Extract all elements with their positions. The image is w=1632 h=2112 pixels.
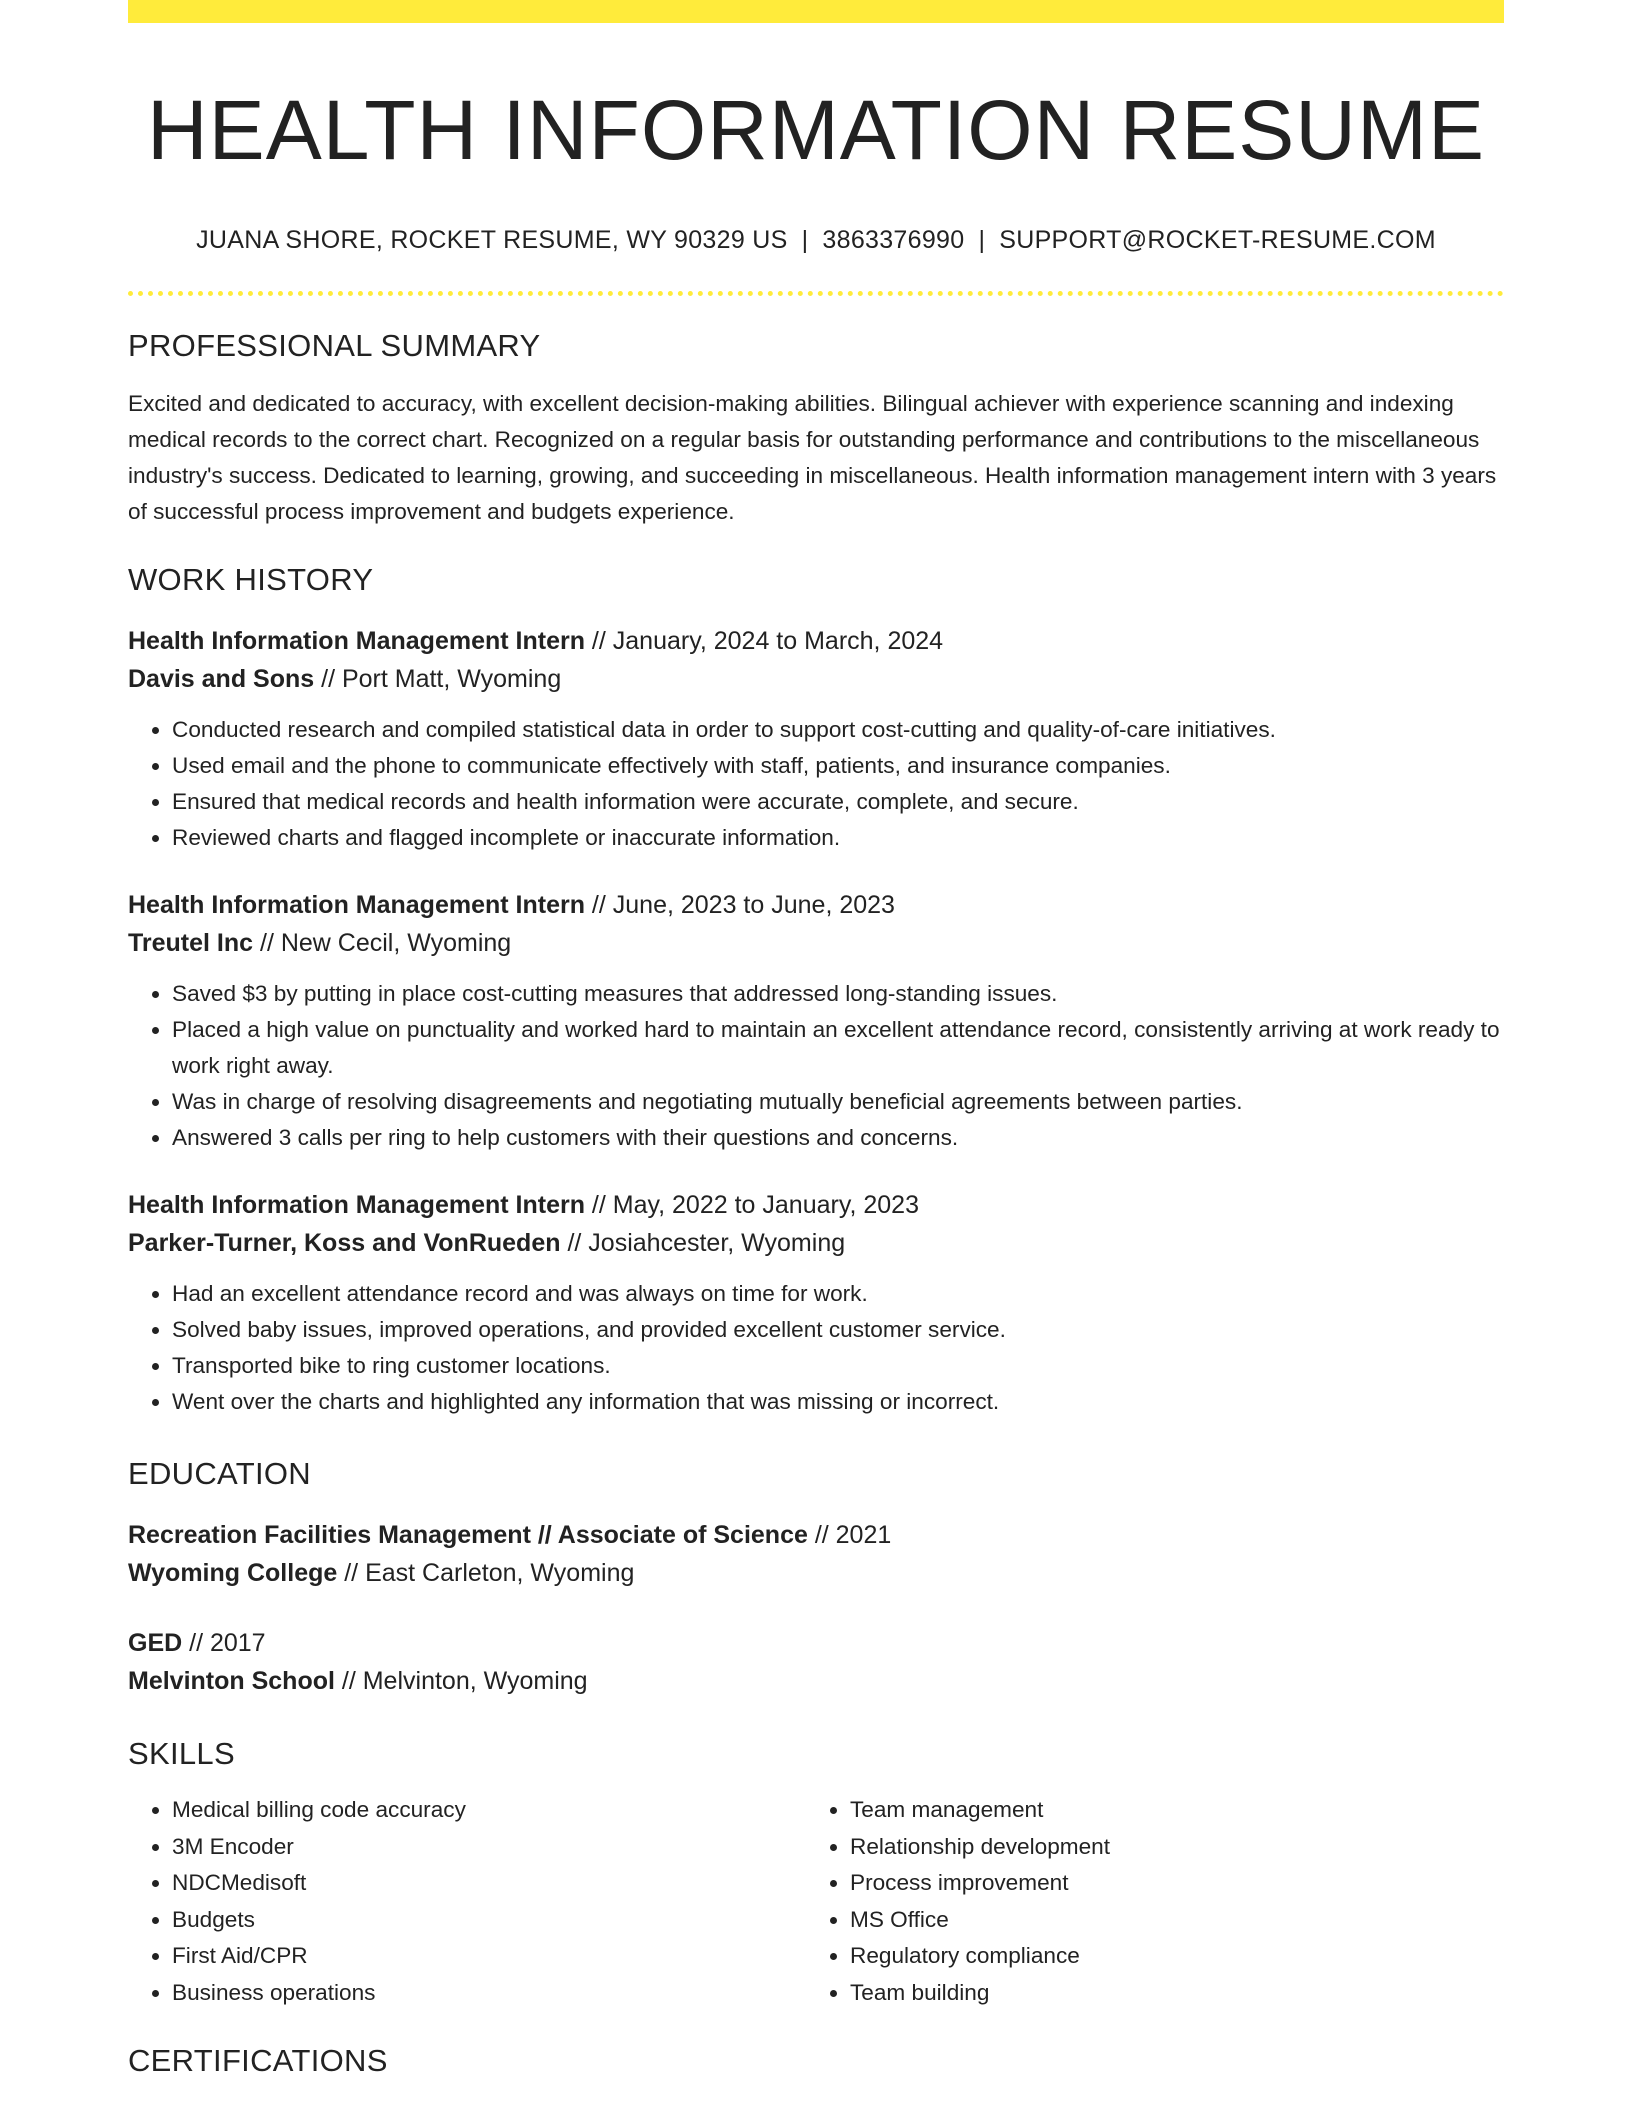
list-item: • Placed a high value on punctuality and worked hard to maintain an excellent attendance record, consistently arriving at work ready to work right away. — [172, 1012, 1504, 1084]
summary-heading: PROFESSIONAL SUMMARY — [128, 328, 541, 363]
job-title-line — [128, 1186, 1504, 1224]
list-item: • 3M Encoder — [172, 1829, 806, 1866]
list-item: • Conducted research and compiled statistical data in order to support cost-cutting and quality-of-care initiatives. — [172, 712, 1504, 748]
header-divider — [128, 291, 1504, 296]
list-item: • Regulatory compliance — [850, 1938, 1484, 1975]
education-location: // Melvinton, Wyoming — [334, 1667, 588, 1695]
job-dates: // June, 2023 to June, 2023 — [584, 891, 895, 919]
education-location: // East Carleton, Wyoming — [337, 1559, 635, 1587]
list-item: • Answered 3 calls per ring to help customers with their questions and concerns. — [172, 1120, 1504, 1156]
list-item: • Reviewed charts and flagged incomplete or inaccurate information. — [172, 820, 1504, 856]
list-item: • Used email and the phone to communicate effectively with staff, patients, and insurance companies. — [172, 748, 1504, 784]
job-company: Parker-Turner, Koss and VonRueden — [128, 1229, 561, 1257]
education-heading: EDUCATION — [128, 1456, 311, 1491]
job-company-line — [128, 1224, 1504, 1262]
job-location: // Josiahcester, Wyoming — [560, 1229, 846, 1257]
contact-separator: | — [801, 226, 809, 254]
job-dates: // January, 2024 to March, 2024 — [584, 627, 944, 655]
list-item: • Budgets — [172, 1902, 806, 1939]
job-location: // Port Matt, Wyoming — [314, 665, 562, 693]
education-entry — [128, 1516, 1504, 1592]
job-title: Health Information Management Intern — [128, 891, 585, 919]
job-entry — [128, 886, 1504, 1156]
job-company-line — [128, 924, 1504, 962]
contact-line — [128, 224, 1504, 256]
list-item: • Business operations — [172, 1975, 806, 2012]
list-item: • Relationship development — [850, 1829, 1484, 1866]
job-dates: // May, 2022 to January, 2023 — [584, 1191, 919, 1219]
contact-email: SUPPORT@ROCKET-RESUME.COM — [999, 226, 1436, 254]
work-history-heading: WORK HISTORY — [128, 562, 374, 597]
job-bullets — [128, 976, 1504, 1156]
job-title: Health Information Management Intern — [128, 1191, 585, 1219]
list-item: • Process improvement — [850, 1865, 1484, 1902]
education-year: // 2021 — [807, 1521, 892, 1549]
education-school: Wyoming College — [128, 1559, 338, 1587]
education-degree: GED — [128, 1629, 183, 1657]
job-title-line — [128, 622, 1504, 660]
list-item: • Solved baby issues, improved operations, and provided excellent customer service. — [172, 1312, 1504, 1348]
list-item: • Team management — [850, 1792, 1484, 1829]
list-item: • Was in charge of resolving disagreements and negotiating mutually beneficial agreements between parties. — [172, 1084, 1504, 1120]
job-company-line — [128, 660, 1504, 698]
list-item: • First Aid/CPR — [172, 1938, 806, 1975]
list-item: • NDCMedisoft — [172, 1865, 806, 1902]
skills-list-right — [806, 1792, 1484, 2011]
resume-title: HEALTH INFORMATION RESUME — [147, 83, 1485, 177]
contact-separator: | — [978, 226, 986, 254]
job-entry — [128, 1186, 1504, 1420]
list-item: • Transported bike to ring customer locations. — [172, 1348, 1504, 1384]
education-degree-line — [128, 1624, 1504, 1662]
skills-list-left — [128, 1792, 806, 2011]
education-year: // 2017 — [182, 1629, 266, 1657]
skills-columns — [128, 1792, 1504, 2011]
education-degree-line — [128, 1516, 1504, 1554]
education-degree: Recreation Facilities Management // Associate of Science — [128, 1521, 808, 1549]
education-school-line — [128, 1662, 1504, 1700]
certifications-heading: CERTIFICATIONS — [128, 2043, 388, 2078]
list-item: • MS Office — [850, 1902, 1484, 1939]
education-school-line — [128, 1554, 1504, 1592]
list-item: • Medical billing code accuracy — [172, 1792, 806, 1829]
skills-heading: SKILLS — [128, 1736, 235, 1771]
education-school: Melvinton School — [128, 1667, 335, 1695]
job-entry — [128, 622, 1504, 856]
list-item: • Saved $3 by putting in place cost-cutting measures that addressed long-standing issues. — [172, 976, 1504, 1012]
list-item: • Team building — [850, 1975, 1484, 2012]
contact-phone: 3863376990 — [822, 226, 965, 254]
education-entry — [128, 1624, 1504, 1700]
contact-address: JUANA SHORE, ROCKET RESUME, WY 90329 US — [196, 226, 788, 254]
job-bullets — [128, 712, 1504, 856]
job-company: Davis and Sons — [128, 665, 315, 693]
job-bullets — [128, 1276, 1504, 1420]
job-location: // New Cecil, Wyoming — [253, 929, 512, 957]
list-item: • Ensured that medical records and health information were accurate, complete, and secure. — [172, 784, 1504, 820]
summary-text: Excited and dedicated to accuracy, with excellent decision-making abilities. Bilingual achiever with experience scanning and indexing medical records to the correct chart. Recognized on a regular basis for outstanding performance and contributions to the miscellaneous industry's success. Dedicated to learning, growing, and succeeding in miscellaneous. Health information management intern with 3 years of successful process improvement and budgets experience. — [128, 391, 1497, 524]
list-item: • Went over the charts and highlighted any information that was missing or incorrect. — [172, 1384, 1504, 1420]
list-item: • Had an excellent attendance record and was always on time for work. — [172, 1276, 1504, 1312]
job-title: Health Information Management Intern — [128, 627, 585, 655]
resume-content — [128, 0, 1504, 2081]
job-title-line — [128, 886, 1504, 924]
job-company: Treutel Inc — [128, 929, 254, 957]
